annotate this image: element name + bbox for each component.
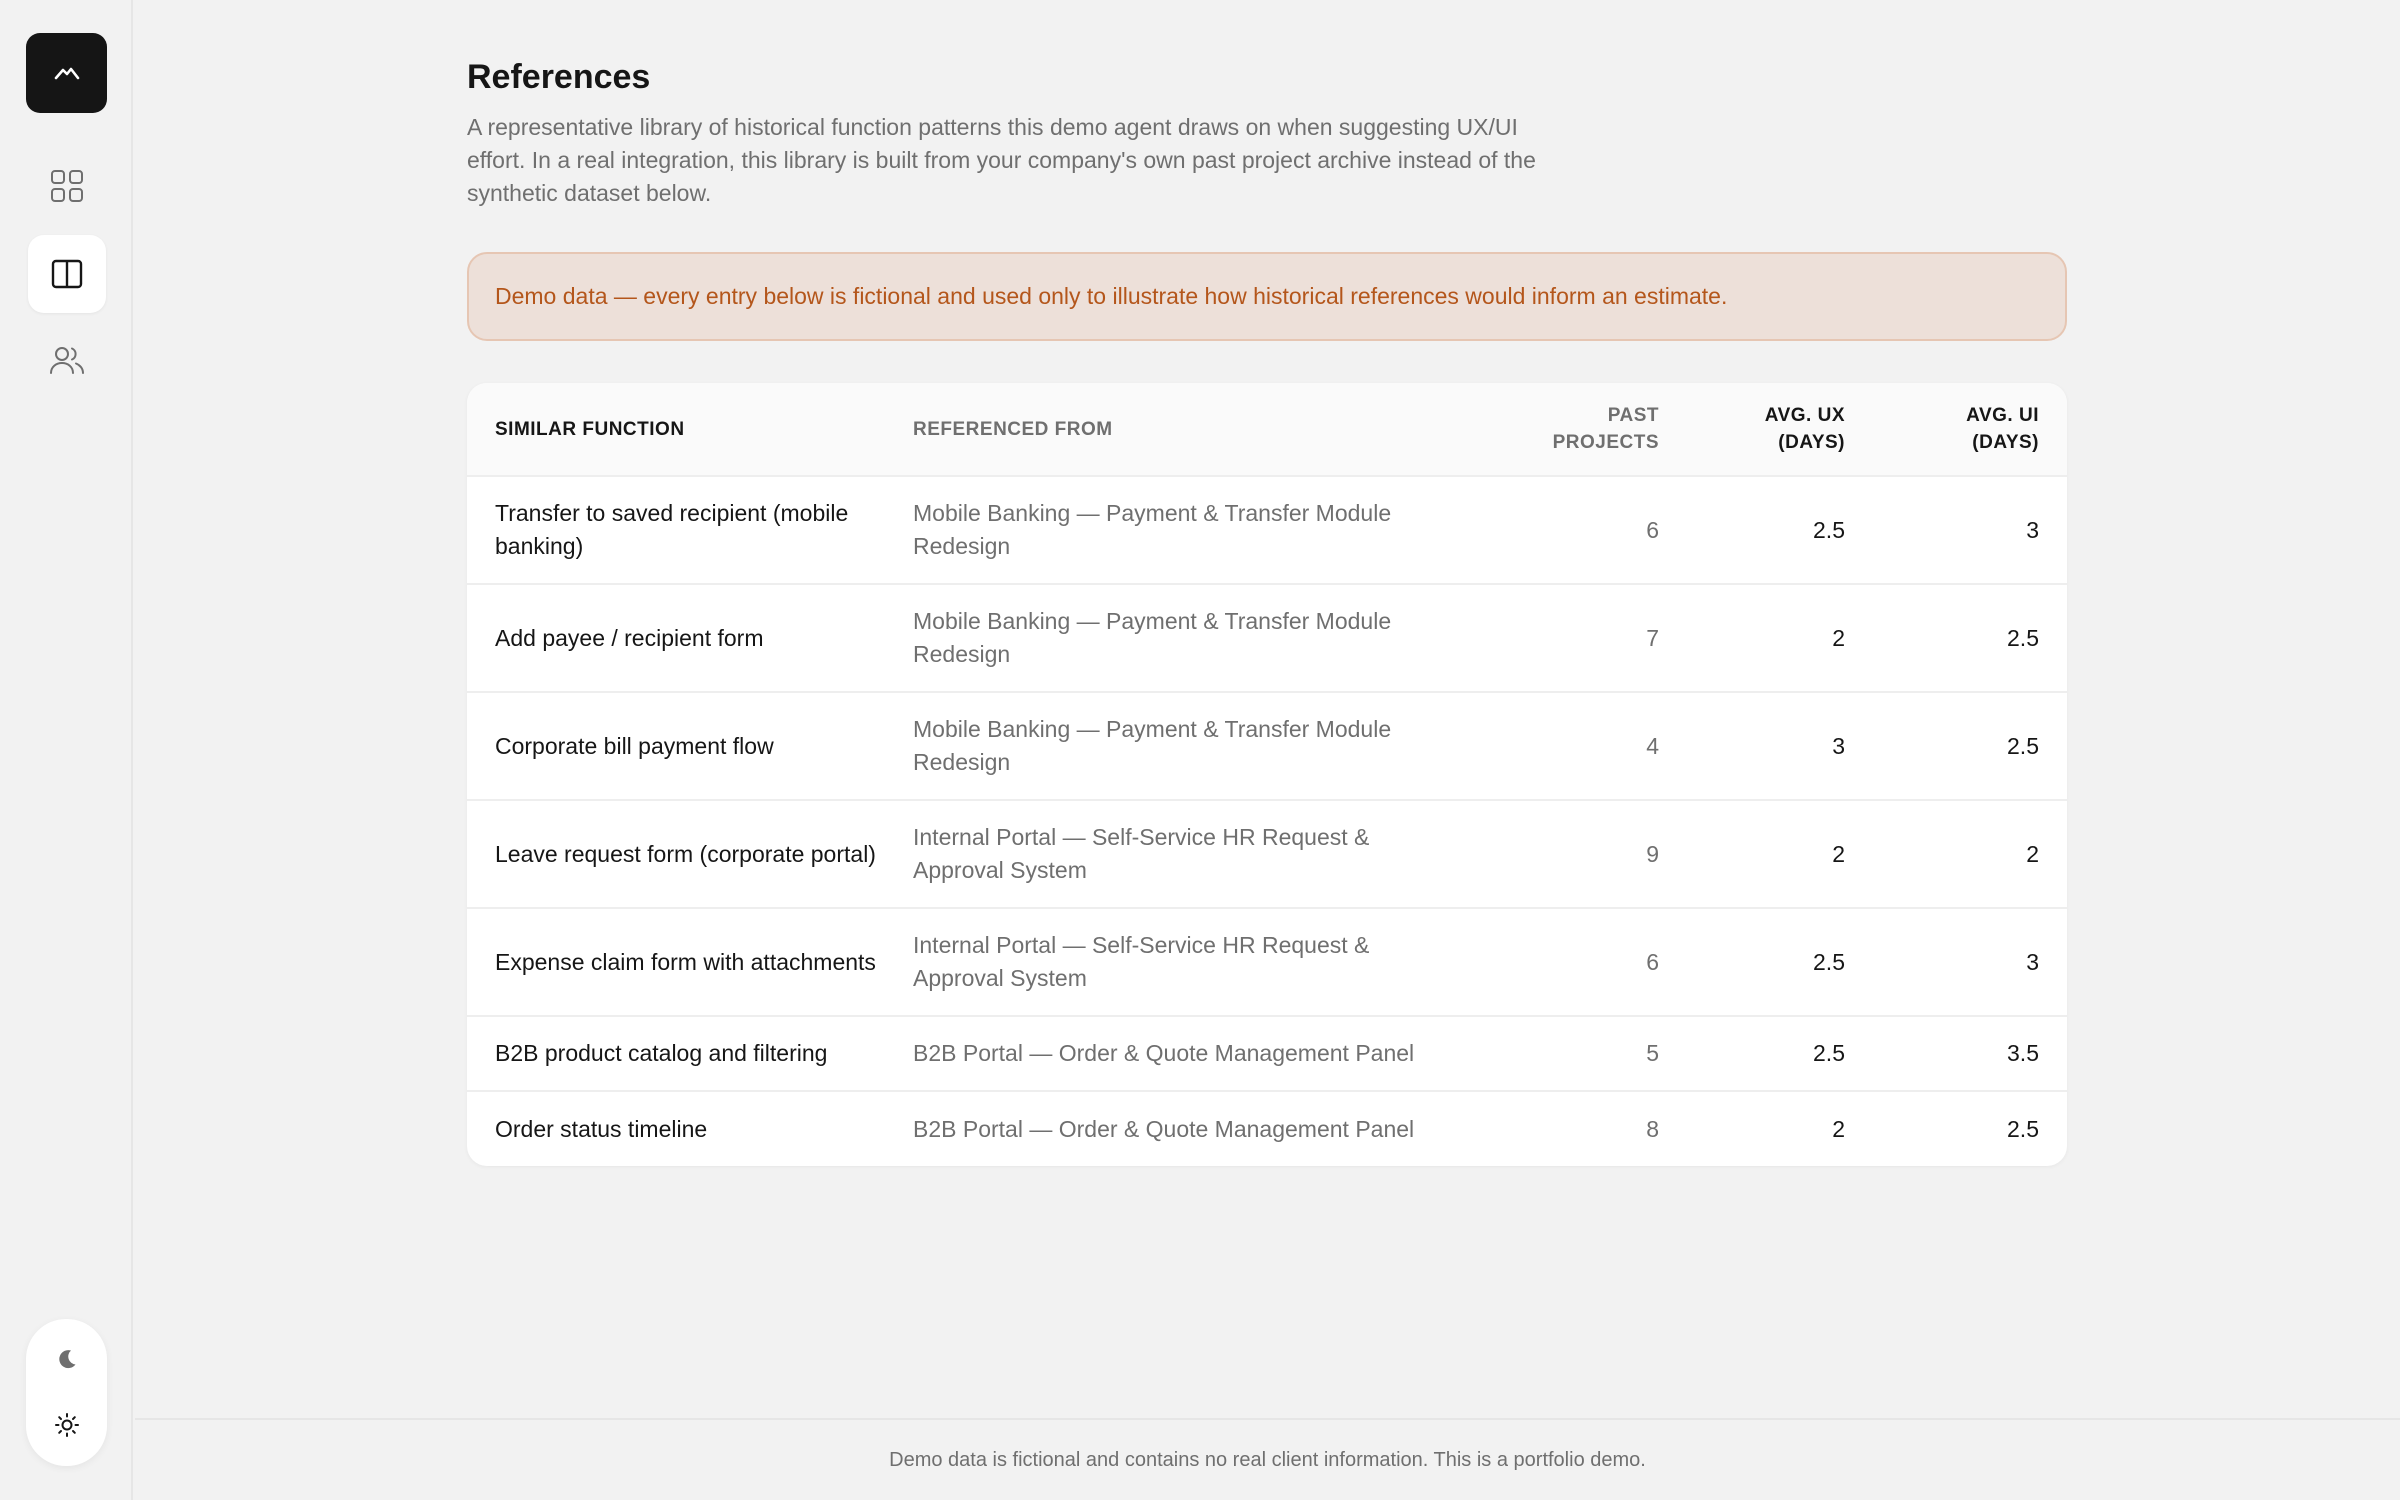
- table-row[interactable]: [467, 908, 2067, 1016]
- main-content: [467, 55, 2067, 1166]
- nav-team-button[interactable]: [28, 321, 106, 399]
- demo-notice-text: Demo data — every entry below is fictional and used only to illustrate how historical references would inform an estimate.: [495, 283, 1728, 309]
- function-name: Expense claim form with attachments: [495, 948, 876, 975]
- avg-ux-value: 2.5: [1659, 1016, 1845, 1091]
- past-projects-value: 6: [1473, 476, 1659, 584]
- references-table-card: [467, 383, 2067, 1166]
- sun-icon: [55, 1413, 79, 1437]
- avg-ux-value: 2.5: [1659, 476, 1845, 584]
- light-mode-button[interactable]: [26, 1393, 107, 1457]
- referenced-from: Mobile Banking — Payment & Transfer Module Redesign: [913, 608, 1392, 667]
- dark-mode-button[interactable]: [26, 1327, 107, 1391]
- footer-text: Demo data is fictional and contains no real client information. This is a portfolio demo.: [889, 1448, 1646, 1471]
- past-projects-value: 7: [1473, 584, 1659, 692]
- avg-ux-value: 3: [1659, 692, 1845, 800]
- table-row[interactable]: [467, 1091, 2067, 1166]
- avg-ui-value: 2.5: [1845, 584, 2067, 692]
- col-header-referenced[interactable]: REFERENCED FROM: [913, 383, 1473, 476]
- page-title: References: [467, 58, 651, 96]
- table-row[interactable]: [467, 476, 2067, 584]
- nav-references-button[interactable]: [28, 235, 106, 313]
- referenced-from: Internal Portal — Self-Service HR Request & Approval System: [913, 824, 1370, 883]
- referenced-from: Internal Portal — Self-Service HR Request & Approval System: [913, 932, 1370, 991]
- avg-ui-value: 3: [1845, 908, 2067, 1016]
- demo-notice-banner: [467, 252, 2067, 341]
- table-header-row: [467, 383, 2067, 476]
- references-table: [467, 383, 2067, 1166]
- referenced-from: B2B Portal — Order & Quote Management Panel: [913, 1115, 1415, 1142]
- avg-ux-value: 2: [1832, 1115, 1845, 1142]
- columns-book-icon: [51, 259, 83, 289]
- app-logo[interactable]: [26, 33, 107, 113]
- table-row[interactable]: [467, 584, 2067, 692]
- page-footer: [135, 1418, 2400, 1500]
- table-row[interactable]: [467, 1016, 2067, 1091]
- avg-ux-value: 2.5: [1659, 908, 1845, 1016]
- col-header-avg-ux[interactable]: AVG. UX (DAYS): [1659, 383, 1845, 476]
- avg-ux-value: 2: [1659, 584, 1845, 692]
- table-row[interactable]: [467, 692, 2067, 800]
- avg-ui-value: 3.5: [1845, 1016, 2067, 1091]
- function-name: Transfer to saved recipient (mobile banking): [495, 500, 849, 559]
- avg-ui-value: 2.5: [1845, 692, 2067, 800]
- referenced-from: B2B Portal — Order & Quote Management Panel: [913, 1040, 1415, 1066]
- theme-switcher: [26, 1319, 107, 1466]
- function-name: Leave request form (corporate portal): [495, 840, 876, 867]
- avg-ui-value: 2.5: [2007, 1115, 2039, 1142]
- col-header-past-projects[interactable]: PAST PROJECTS: [1473, 383, 1659, 476]
- function-name: Add payee / recipient form: [495, 624, 764, 651]
- moon-icon: [56, 1348, 78, 1370]
- users-icon: [49, 344, 85, 376]
- referenced-from: Mobile Banking — Payment & Transfer Module Redesign: [913, 716, 1392, 775]
- avg-ui-value: 2: [1845, 800, 2067, 908]
- grid-icon: [50, 169, 84, 203]
- avg-ux-value: 2: [1659, 800, 1845, 908]
- col-header-function[interactable]: SIMILAR FUNCTION: [467, 383, 913, 476]
- function-name: Corporate bill payment flow: [495, 732, 774, 759]
- past-projects-value: 9: [1473, 800, 1659, 908]
- past-projects-value: 4: [1473, 692, 1659, 800]
- referenced-from: Mobile Banking — Payment & Transfer Module Redesign: [913, 500, 1392, 559]
- past-projects-value: 6: [1473, 908, 1659, 1016]
- function-name: B2B product catalog and filtering: [495, 1040, 828, 1066]
- past-projects-value: 8: [1646, 1115, 1659, 1142]
- page-description: A representative library of historical function patterns this demo agent draws on when suggesting UX/UI effort. In a real integration, this library is built from your company's own past project archive instead of the synthetic dataset below.: [467, 114, 1536, 206]
- col-header-avg-ui[interactable]: AVG. UI (DAYS): [1845, 383, 2067, 476]
- mountain-logo-icon: [54, 65, 80, 81]
- function-name: Order status timeline: [495, 1115, 708, 1142]
- nav-dashboard-button[interactable]: [28, 147, 106, 225]
- table-row[interactable]: [467, 800, 2067, 908]
- sidebar: [0, 0, 133, 1500]
- past-projects-value: 5: [1473, 1016, 1659, 1091]
- avg-ui-value: 3: [1845, 476, 2067, 584]
